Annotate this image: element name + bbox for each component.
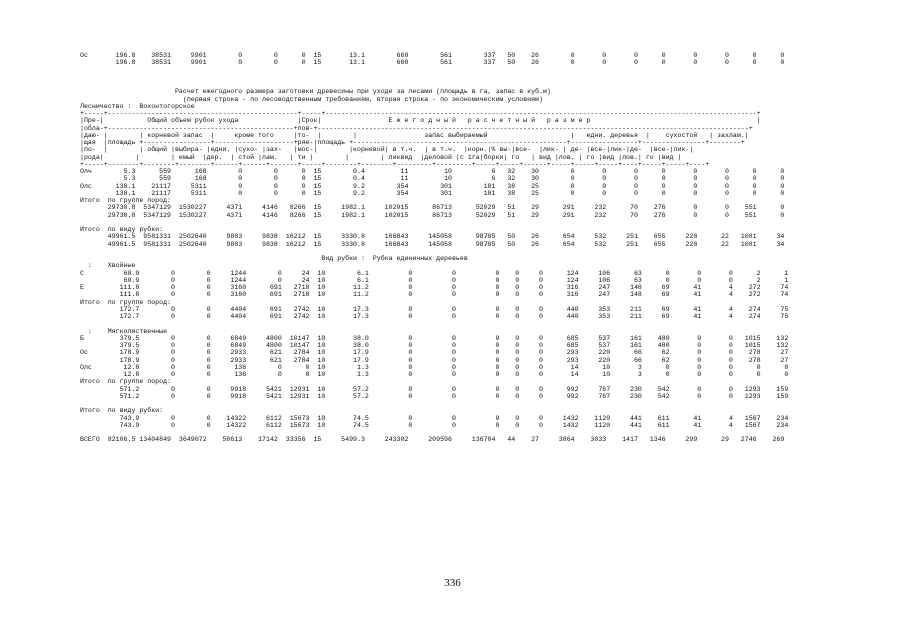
report-line: 29730.8 5347129 1530227 4371 4146 8266 15 1982.1 102015 86713 52029 51 29 291 232 70 276 0 0 551 0 bbox=[80, 204, 785, 212]
report-line: |обла-+-----------------------------------------------+пов-+-------------------------------------------------------------------------------------------------------------+ bbox=[80, 124, 753, 132]
report-line: Е 111.8 0 0 3160 691 2718 10 11.2 0 0 0 0 0 316 247 148 69 41 4 272 74 bbox=[80, 284, 789, 291]
report-line: 49961.5 9581331 2502640 9803 9838 16212 15 3330.8 166843 145058 98705 50 26 654 532 251 655 228 22 1081 34 bbox=[80, 233, 785, 241]
report-line: Олч 5.3 559 168 0 0 0 15 0.4 11 10 6 32 30 0 0 0 0 0 0 0 0 bbox=[80, 168, 785, 175]
report-line: Итого по группе пород: bbox=[80, 378, 172, 386]
report-line bbox=[80, 429, 860, 436]
report-line: ВСЕГО 82106.5 13404849 3649072 50613 17142 33356 15 5499.3 243302 209596 136704 44 27 3864 3033 1417 1346 299 29 2746 269 bbox=[80, 436, 785, 444]
report-line bbox=[80, 219, 860, 226]
report-line: 571.2 0 0 9918 5421 12931 10 57.2 0 0 0 0 0 992 767 230 542 0 0 1293 159 bbox=[80, 392, 789, 400]
report-line: Ос 196.8 38531 9901 0 0 0 15 13.1 660 561 337 50 26 0 0 0 0 0 0 0 0 bbox=[80, 52, 785, 59]
report-line: |щая |площадь +-----------------+--------------------+ряе-|площадь +------------------------------------------------------+-----------------+----------------+--------+ bbox=[80, 139, 745, 146]
report-line: 29730.8 5347129 1530227 4371 4146 8266 15 1982.1 102015 86713 52029 51 29 291 232 70 276 0 0 551 0 bbox=[80, 211, 785, 219]
report-line: |по- | | общий |выбира- |едни. |сухо- |зах- |мос-| |корневой| в т.ч. | в т.ч. |корн.|% вы-|все- |лик- | де- |все-|лик-|де- |все-|лик-| bbox=[80, 146, 694, 154]
page-number: 336 bbox=[444, 577, 461, 589]
report-line: 172.7 0 0 4404 691 2742 10 17.3 0 0 0 0 0 440 353 211 69 41 4 274 75 bbox=[80, 305, 789, 313]
report-line: 5.3 559 168 0 0 0 15 0.4 11 10 6 32 30 0 0 0 0 0 0 0 0 bbox=[80, 175, 785, 183]
report-line: 60.9 0 0 1244 0 24 10 6.1 0 0 0 0 0 124 106 63 0 0 0 2 1 bbox=[80, 276, 789, 284]
report-line: Вид рубки : Рубка единичных деревьев bbox=[80, 255, 468, 262]
report-line bbox=[80, 248, 860, 255]
report-line: 571.2 0 0 9918 5421 12931 10 57.2 0 0 0 0 0 992 767 230 542 0 0 1293 159 bbox=[80, 385, 789, 393]
report-line: Ос 178.9 0 0 2933 621 2784 10 17.9 0 0 0 0 0 293 220 66 62 0 0 278 27 bbox=[80, 349, 789, 357]
report-line: Итого по группе пород: bbox=[80, 298, 172, 306]
report-line: 379.5 0 0 6849 4800 10147 10 38.0 0 0 0 0 0 685 537 161 480 0 0 1015 132 bbox=[80, 342, 789, 349]
report-line: Итого по виду рубки: bbox=[80, 407, 164, 415]
report-line: Лесничество : Вохонтогорское bbox=[80, 102, 195, 110]
report-line: 12.8 0 0 136 0 0 10 1.3 0 0 0 0 0 14 10 3 0 0 0 0 0 bbox=[80, 371, 789, 378]
report-line: |даю- | | корневой запас | кроме того |то- | | запас выбираемый | едни. деревья | сухостой | захлам.| bbox=[80, 131, 749, 139]
report-line bbox=[80, 320, 860, 327]
report-line: Расчет ежегодного размера заготовки древесины при уходе за лесами (площадь в га, запас в куб.м) bbox=[80, 88, 551, 96]
report-line: |рода| | | емый |дер. | стой |лам. | ти | | | ликвид |деловой |с 1га|борки| го | вид |лов. | го |вид |лов.| го |вид | bbox=[80, 153, 682, 161]
report-line: Итого по группе пород: bbox=[80, 197, 172, 204]
report-line: Итого по виду рубки: bbox=[80, 226, 164, 233]
report-listing bbox=[80, 52, 860, 444]
report-line: 111.8 0 0 3160 691 2718 10 11.2 0 0 0 0 0 316 247 148 69 41 4 272 74 bbox=[80, 291, 789, 299]
report-line: 172.7 0 0 4404 691 2742 10 17.3 0 0 0 0 0 440 353 211 69 41 4 274 75 bbox=[80, 313, 789, 320]
report-line: 49961.5 9581331 2502640 9803 9838 16212 15 3330.8 166843 145058 98705 50 26 654 532 251 655 228 22 1081 34 bbox=[80, 240, 785, 248]
report-line: : Хвойные bbox=[80, 262, 136, 270]
report-line: С 60.9 0 0 1244 0 24 10 6.1 0 0 0 0 0 124 106 63 0 0 0 2 1 bbox=[80, 269, 789, 277]
report-line: Б 379.5 0 0 6849 4800 10147 10 38.0 0 0 0 0 0 685 537 161 480 0 0 1015 132 bbox=[80, 334, 789, 342]
report-line bbox=[80, 67, 860, 74]
report-line: |Пре-| Общий объем рубок ухода |Срок| Е ж е г о д н ы й р а с ч е т н ы й р а з м е р | bbox=[80, 117, 761, 125]
report-line: 743.9 0 0 14322 6112 15673 10 74.5 0 0 0 0 0 1432 1120 441 611 41 4 1567 234 bbox=[80, 421, 789, 429]
report-line: +-----+--------+--------+--------+------+------+-------+-----+--------+--------+---------+---------+-----+-----+------+-----+-----+-----+----+-----+-----+----+ bbox=[80, 160, 710, 168]
report-line bbox=[80, 74, 860, 81]
report-line: 178.9 0 0 2933 621 2784 10 17.9 0 0 0 0 0 293 220 66 62 0 0 278 27 bbox=[80, 356, 789, 364]
report-line: Олс 138.1 21117 5311 0 0 0 15 9.2 354 301 181 38 25 0 0 0 0 0 0 0 0 bbox=[80, 182, 785, 190]
report-line: : Мягколиственные bbox=[80, 327, 168, 335]
report-line: Олс 12.8 0 0 136 0 0 10 1.3 0 0 0 0 0 14 10 3 0 0 0 0 0 bbox=[80, 363, 789, 371]
report-line: 138.1 21117 5311 0 0 0 15 9.2 354 301 181 38 25 0 0 0 0 0 0 0 0 bbox=[80, 189, 785, 197]
report-line: 743.9 0 0 14322 6112 15673 10 74.5 0 0 0 0 0 1432 1120 441 611 41 4 1567 234 bbox=[80, 414, 789, 422]
report-line: 196.8 38531 9901 0 0 0 15 13.1 660 561 337 50 26 0 0 0 0 0 0 0 0 bbox=[80, 59, 785, 67]
report-line bbox=[80, 400, 860, 407]
report-line: (первая строка - по лесоводственным требованиям, вторая строка - по экономическим условиям) bbox=[80, 95, 543, 103]
report-line: +-----+------------------------------------------------+-----+-------------------------------------------------------------------------------------------------------------+ bbox=[80, 110, 761, 117]
